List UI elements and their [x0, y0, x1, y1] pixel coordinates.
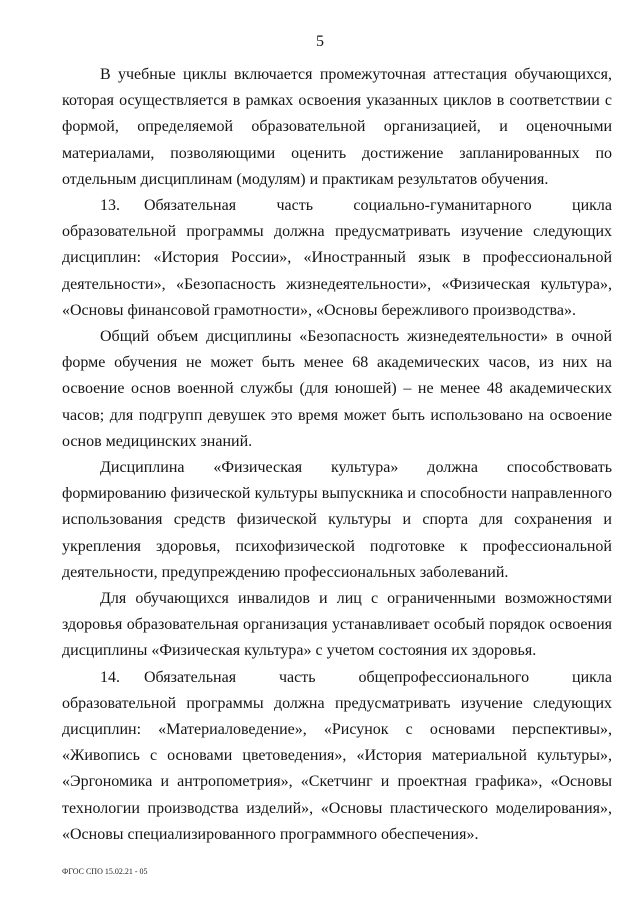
document-footer-code: ФГОС СПО 15.02.21 - 05 — [62, 867, 148, 876]
paragraph-text: В учебные циклы включается промежуточная аттестация обучающихся, которая осуществляется в рамках освоения указанных циклов в соответствии с формой, определяемой образовательной организацией, и оценочными материалами, позволяющими оценить достижение запланированных по отдельным дисциплинам (модулям) и практикам результатов обучения. — [62, 66, 612, 188]
paragraph-physical-culture — [62, 455, 612, 586]
page-number: 5 — [316, 33, 324, 50]
paragraph-text: Общий объем дисциплины «Безопасность жизнедеятельности» в очной форме обучения не может быть менее 68 академических часов, из них на освоение основ военной службы (для юношей) – не менее 48 академических часов; для подгрупп девушек это время может быть использовано на освоение основ медицинских знаний. — [62, 328, 612, 450]
paragraph-14-general-professional-cycle — [62, 665, 612, 848]
item-number: 14. — [100, 668, 120, 686]
paragraph-text: Для обучающихся инвалидов и лиц с ограниченными возможностями здоровья образовательная организация устанавливает особый порядок освоения дисциплины «Физическая культура» с учетом состояния их здоровья. — [62, 590, 612, 660]
paragraph-text: Обязательная часть общепрофессионального цикла образовательной программы должна предусматривать изучение следующих дисциплин: «Материаловедение», «Рисунок с основами перспективы», «Живопись с основами цветоведения», «История материальной культуры», «Эргономика и антропометрия», «Скетчинг и проектная графика», «Основы технологии производства изделий», «Основы пластического моделирования», «Основы специализированного программного обеспечения». — [62, 668, 612, 843]
paragraph-text: Обязательная часть социально-гуманитарного цикла образовательной программы должна предусматривать изучение следующих дисциплин: «История России», «Иностранный язык в профессиональной деятельности», «Безопасность жизнедеятельности», «Физическая культура», «Основы финансовой грамотности», «Основы бережливого производства». — [62, 197, 612, 319]
item-number: 13. — [100, 197, 120, 215]
paragraph-life-safety-hours — [62, 324, 612, 455]
paragraph-13-social-humanitarian-cycle — [62, 193, 612, 324]
paragraph-text: Дисциплина «Физическая культура» должна способствовать формированию физической культуры выпускника и способности направленного использования средств физической культуры и спорта для сохранения и укрепления здоровья, психофизической подготовке к профессиональной деятельности, предупреждению профессиональных заболеваний. — [62, 459, 612, 581]
paragraph-disabled-students — [62, 586, 612, 665]
document-body — [62, 62, 612, 848]
paragraph-intermediate-attestation — [62, 62, 612, 193]
